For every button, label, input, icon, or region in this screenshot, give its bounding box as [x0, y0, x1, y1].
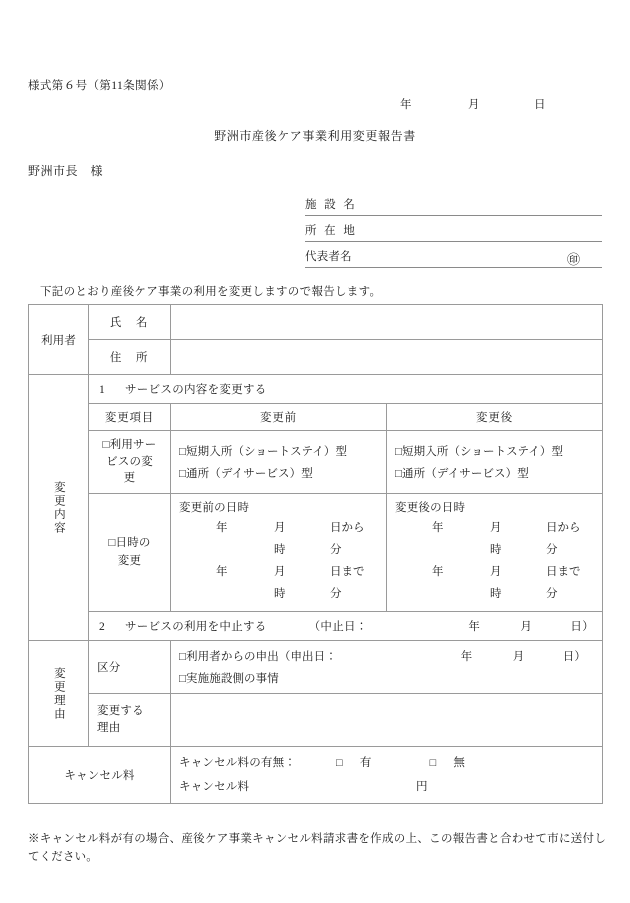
datetime-after-title: 変更後の日時	[395, 502, 466, 515]
facility-name-row	[305, 190, 602, 216]
column-header-after-cell	[387, 404, 603, 431]
cancellation-fee-amount-line[interactable]	[171, 774, 602, 798]
cancellation-yes-label: 有	[359, 757, 372, 770]
service-change-before-cell	[171, 431, 387, 494]
table-row-cancellation-fee	[29, 747, 603, 804]
datetime-before-start-date	[179, 517, 376, 539]
addressee: 野洲市長 様	[28, 164, 104, 178]
cancellation-fee-label: キャンセル料	[179, 781, 250, 794]
item2-stop-month: 月	[520, 621, 533, 634]
cancellation-label-cell	[29, 747, 171, 804]
column-header-item: 変更項目	[104, 412, 155, 424]
submission-date-year: 年	[400, 99, 412, 111]
datetime-after-end-date	[395, 561, 592, 583]
datetime-before-end-date	[179, 561, 376, 583]
datetime-after-start-date	[395, 517, 592, 539]
cancellation-no-label: 無	[453, 757, 466, 770]
facility-name-label: 施 設 名	[305, 199, 358, 211]
reason-option-facility-circumstances[interactable]: □実施施設側の事情	[179, 673, 279, 686]
user-section-label: 利用者	[40, 334, 77, 347]
item1-text: サービスの内容を変更する	[125, 384, 267, 396]
user-name-label: 氏 名	[109, 317, 150, 329]
datetime-change-label-line1: □日時の	[108, 537, 151, 550]
table-row-service-change	[29, 431, 603, 494]
reason-request-day: 日）	[562, 651, 586, 664]
table-row-user-name	[29, 305, 603, 340]
after-option-short-stay[interactable]: □短期入所（ショートステイ）型	[395, 446, 564, 458]
datetime-after-end-time	[395, 583, 592, 605]
before-start-month: 月	[274, 522, 286, 535]
table-row-reason-detail	[29, 694, 603, 747]
reason-category-label-cell	[89, 641, 171, 694]
facility-representative-label: 代表者名	[305, 251, 352, 263]
cancellation-fee-yen-unit: 円	[416, 781, 428, 794]
table-row-change-columns-header	[29, 404, 603, 431]
facility-address-label: 所 在 地	[305, 225, 358, 237]
cancellation-content-cell	[171, 747, 603, 804]
user-address-label-cell	[89, 340, 171, 375]
cancellation-has-fee-label: キャンセル料の有無：	[179, 757, 296, 770]
facility-representative-row	[305, 242, 602, 268]
reason-detail-label-line2: 理由	[97, 722, 121, 735]
datetime-after-start-time	[395, 539, 592, 561]
before-end-year: 年	[216, 566, 228, 579]
item2-stop-year: 年	[468, 621, 481, 634]
user-address-input[interactable]	[171, 340, 603, 375]
submission-date-month: 月	[468, 99, 480, 111]
item1-heading-cell	[89, 375, 603, 404]
item2-text: サービスの利用を中止する	[125, 621, 267, 634]
reason-detail-label-line1: 変更する	[97, 705, 144, 718]
user-name-label-cell	[89, 305, 171, 340]
item1-number: 1	[99, 384, 106, 396]
before-start-year: 年	[216, 522, 228, 535]
datetime-change-label-line2: 変更	[117, 554, 142, 567]
table-row-item1-heading	[29, 375, 603, 404]
cancellation-yes-checkbox[interactable]: □	[336, 757, 343, 770]
user-address-label: 住 所	[109, 352, 150, 364]
service-change-label-cell[interactable]	[89, 431, 171, 494]
datetime-before-end-time	[179, 583, 376, 605]
column-header-after: 変更後	[476, 412, 513, 424]
reason-option-user-request[interactable]	[179, 645, 594, 667]
cancellation-no-checkbox[interactable]: □	[429, 757, 437, 770]
table-row-reason-category	[29, 641, 603, 694]
table-row-user-address	[29, 340, 603, 375]
after-start-month: 月	[490, 522, 502, 535]
column-header-before-cell	[171, 404, 387, 431]
facility-block	[305, 190, 602, 268]
item2-stop-date	[468, 618, 594, 634]
datetime-before-cell[interactable]	[171, 494, 387, 612]
table-row-datetime-change	[29, 494, 603, 612]
item2-stop-day: 日）	[570, 621, 594, 634]
reason-request-month: 月	[512, 651, 525, 664]
user-section-label-cell	[29, 305, 89, 375]
service-change-label-line3: 更	[123, 472, 136, 485]
before-end-month: 月	[274, 566, 286, 579]
reason-request-date	[461, 648, 586, 664]
before-start-minute: 分	[330, 544, 342, 557]
service-change-label-line1: □利用サー	[102, 439, 157, 451]
datetime-before-title: 変更前の日時	[179, 502, 250, 515]
before-start-day: 日から	[330, 522, 365, 535]
submission-date-day: 日	[534, 99, 546, 111]
seal-icon: ㊞	[566, 252, 580, 267]
intro-text: 下記のとおり産後ケア事業の利用を変更しますので報告します。	[40, 286, 382, 298]
after-start-hour: 時	[490, 544, 502, 557]
after-end-minute: 分	[546, 588, 558, 601]
before-start-hour: 時	[274, 544, 286, 557]
datetime-after-cell[interactable]	[387, 494, 603, 612]
reason-detail-label-cell	[89, 694, 171, 747]
item2-stop-date-label: （中止日：	[308, 621, 368, 634]
before-option-day-service[interactable]: □通所（デイサービス）型	[179, 468, 313, 480]
reason-category-options-cell	[171, 641, 603, 694]
cancellation-label: キャンセル料	[64, 770, 135, 783]
table-row-item2	[29, 612, 603, 641]
facility-address-row	[305, 216, 602, 242]
main-form-table	[28, 304, 603, 804]
datetime-before-start-time	[179, 539, 376, 561]
after-end-day: 日まで	[546, 566, 581, 579]
service-change-after-cell	[387, 431, 603, 494]
after-start-year: 年	[432, 522, 444, 535]
item2-cell[interactable]	[89, 612, 603, 641]
column-header-item-cell	[89, 404, 171, 431]
user-name-input[interactable]	[171, 305, 603, 340]
after-end-month: 月	[490, 566, 502, 579]
after-end-year: 年	[432, 566, 444, 579]
footnote: ※キャンセル料が有の場合、産後ケア事業キャンセル料請求書を作成の上、この報告書と合わせて市に送付してください。	[28, 833, 606, 863]
cancellation-has-fee-line	[171, 750, 602, 774]
document-title: 野洲市産後ケア事業利用変更報告書	[214, 129, 416, 143]
before-end-minute: 分	[330, 588, 342, 601]
after-start-minute: 分	[546, 544, 558, 557]
column-header-before: 変更前	[260, 412, 297, 424]
before-end-day: 日まで	[330, 566, 365, 579]
change-reason-label: 変更理由	[52, 666, 65, 721]
before-option-short-stay[interactable]: □短期入所（ショートステイ）型	[179, 446, 348, 458]
datetime-change-label-cell[interactable]	[89, 494, 171, 612]
after-end-hour: 時	[490, 588, 502, 601]
item2-line	[89, 612, 602, 640]
reason-option-user-request-text: □利用者からの申出（申出日：	[179, 651, 337, 664]
form-number: 様式第６号（第11条関係）	[28, 80, 171, 92]
submission-date-line	[400, 96, 580, 112]
change-content-label: 変更内容	[52, 480, 65, 535]
reason-detail-input[interactable]	[171, 694, 603, 747]
change-content-label-cell	[29, 375, 89, 641]
service-change-label-line2: ビスの変	[106, 455, 153, 468]
change-reason-label-cell	[29, 641, 89, 747]
item2-number: 2	[99, 621, 106, 634]
before-end-hour: 時	[274, 588, 286, 601]
after-option-day-service[interactable]: □通所（デイサービス）型	[395, 468, 529, 480]
reason-category-label: 区分	[97, 662, 121, 675]
after-start-day: 日から	[546, 522, 581, 535]
item1-line	[89, 375, 602, 403]
reason-request-year: 年	[460, 651, 473, 664]
